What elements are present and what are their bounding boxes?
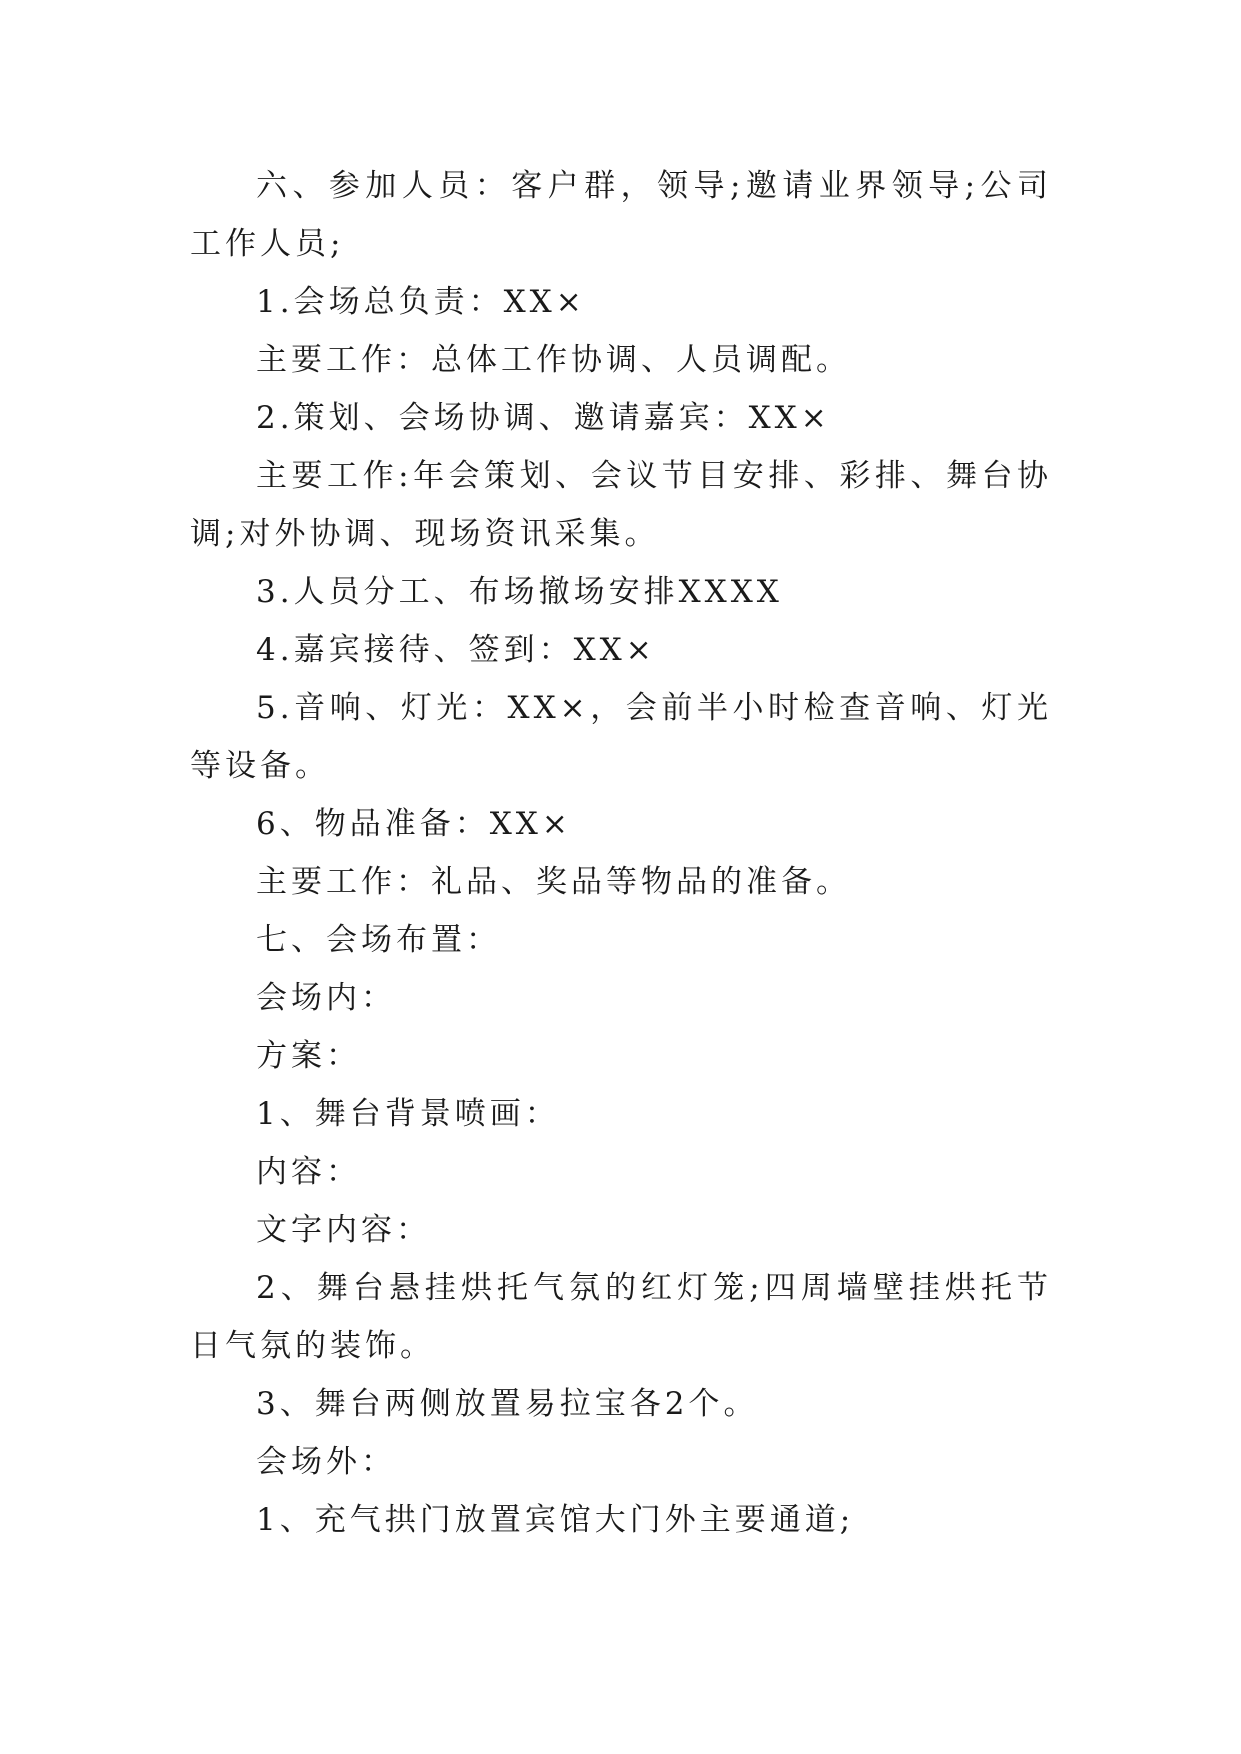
- document-body: [190, 157, 1052, 1549]
- paragraph-inflatable-arch: 1、充气拱门放置宾馆大门外主要通道;: [256, 1502, 855, 1538]
- paragraph-stage-backdrop: 1、舞台背景喷画：: [256, 1096, 560, 1132]
- paragraph-staff-assignment: 3.人员分工、布场撤场安排XXXX: [256, 574, 783, 610]
- paragraph-participants: 六、参加人员：客户群，领导;邀请业界领导;公司工作人员;: [190, 168, 1052, 262]
- paragraph-venue-layout-heading: 七、会场布置：: [256, 922, 501, 958]
- paragraph-sound-lighting: 5.音响、灯光：XX×，会前半小时检查音响、灯光等设备。: [190, 690, 1052, 784]
- paragraph-plan: 方案：: [256, 1038, 361, 1074]
- paragraph-supplies-duties: 主要工作：礼品、奖品等物品的准备。: [256, 864, 851, 900]
- paragraph-outside-venue: 会场外：: [256, 1444, 396, 1480]
- paragraph-content: 内容：: [256, 1154, 361, 1190]
- paragraph-text-content: 文字内容：: [256, 1212, 431, 1248]
- paragraph-rollup-banners: 3、舞台两侧放置易拉宝各2个。: [256, 1386, 759, 1422]
- paragraph-planning-duties: 主要工作:年会策划、会议节目安排、彩排、舞台协调;对外协调、现场资讯采集。: [190, 458, 1052, 552]
- paragraph-planning: 2.策划、会场协调、邀请嘉宾：XX×: [256, 400, 831, 436]
- paragraph-reception: 4.嘉宾接待、签到：XX×: [256, 632, 656, 668]
- paragraph-inside-venue: 会场内：: [256, 980, 396, 1016]
- paragraph-supplies: 6、物品准备：XX×: [256, 806, 572, 842]
- paragraph-venue-manager-duties: 主要工作：总体工作协调、人员调配。: [256, 342, 851, 378]
- paragraph-venue-manager: 1.会场总负责：XX×: [256, 284, 586, 320]
- paragraph-lanterns: 2、舞台悬挂烘托气氛的红灯笼;四周墙壁挂烘托节日气氛的装饰。: [190, 1270, 1052, 1364]
